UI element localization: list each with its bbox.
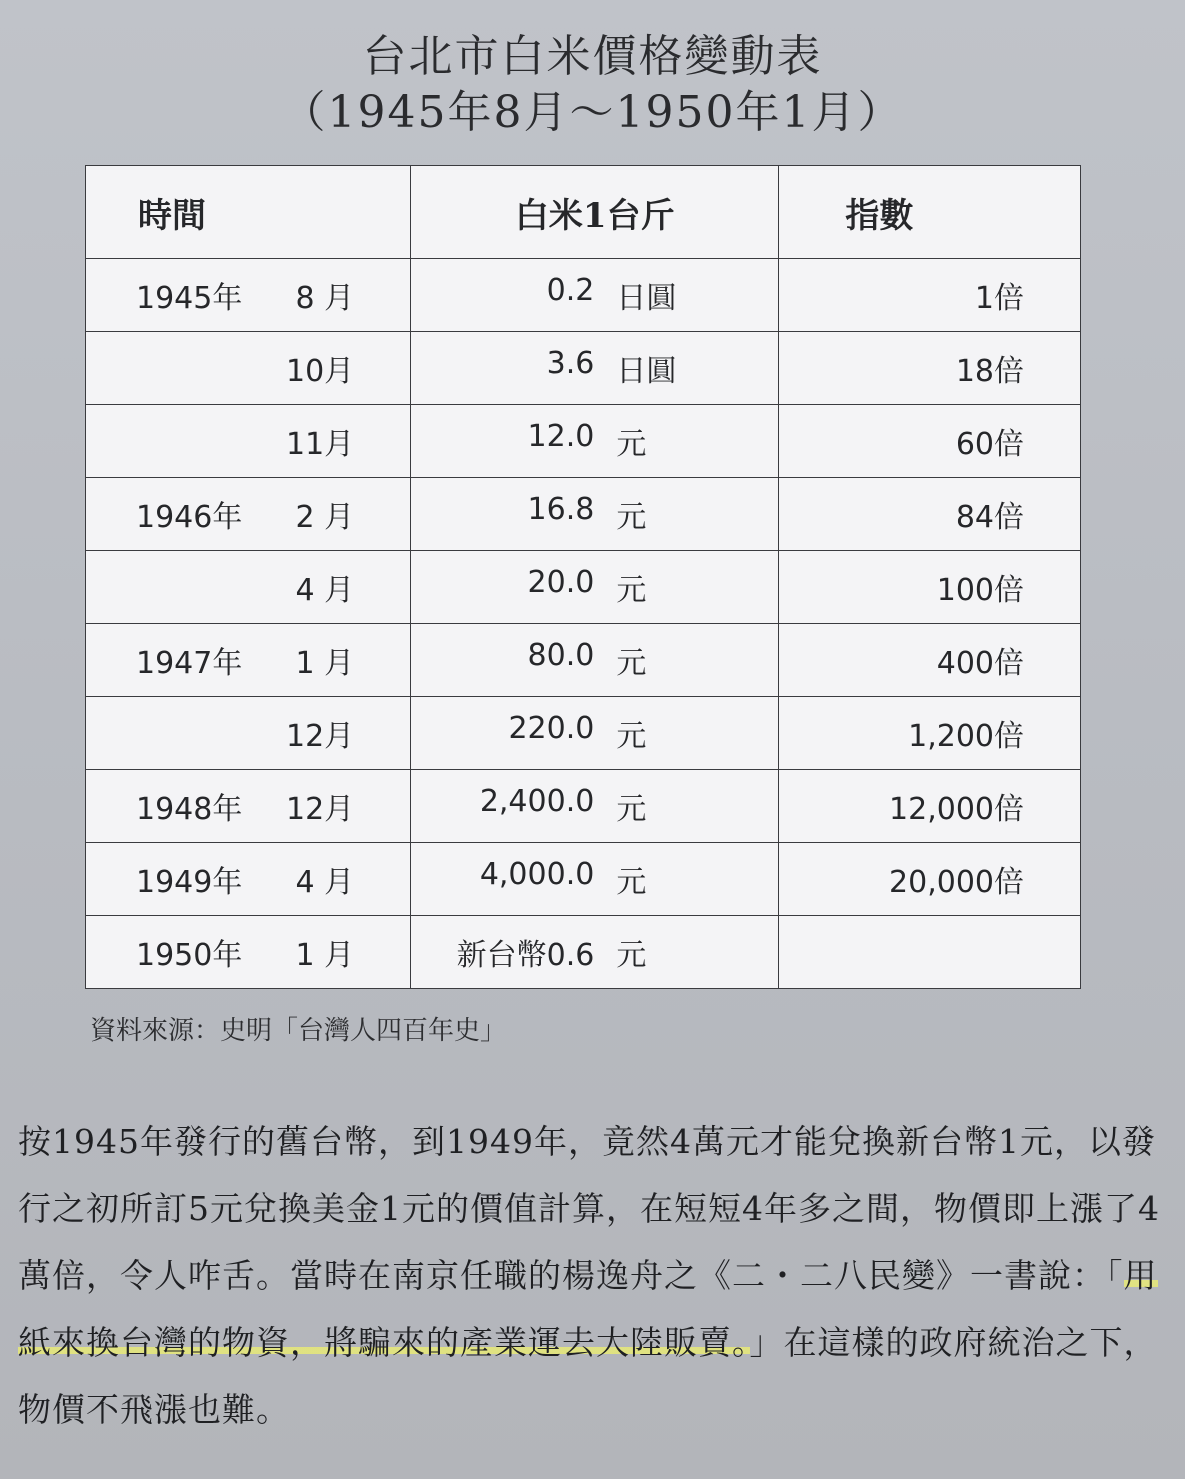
header-index: 指數 xyxy=(779,166,1081,259)
price-unit: 元 xyxy=(616,865,647,900)
time-cell xyxy=(86,843,411,916)
time-cell xyxy=(86,916,411,989)
time-cell xyxy=(86,697,411,770)
table-row xyxy=(86,843,1081,916)
body-text-part2: 」在這樣的政府統治之下，物價不飛漲也難。 xyxy=(18,1323,1158,1429)
month-label: 2 月 xyxy=(295,500,355,535)
body-text-part1: 按1945年發行的舊台幣，到1949年，竟然4萬元才能兌換新台幣1元，以發行之初所訂5元兌換美金1元的價值計算，在短短4年多之間，物價即上漲了4萬倍，令人咋舌。當時在南京任職的楊逸舟之《二・二八民變》一書說：「 xyxy=(18,1122,1160,1295)
price-value: 16.8 xyxy=(527,492,595,527)
year-label xyxy=(86,711,276,755)
price-cell xyxy=(411,551,779,624)
time-cell xyxy=(86,551,411,624)
time-cell xyxy=(86,259,411,332)
price-cell xyxy=(411,478,779,551)
price-value: 12.0 xyxy=(527,419,595,454)
month-label: 12月 xyxy=(285,719,355,754)
price-cell xyxy=(411,624,779,697)
body-paragraph xyxy=(18,1108,1168,1443)
table-body xyxy=(86,259,1081,989)
index-cell: 100倍 xyxy=(779,551,1081,624)
price-unit: 元 xyxy=(616,500,647,535)
table-row xyxy=(86,259,1081,332)
price-value: 4,000.0 xyxy=(479,857,595,892)
price-unit: 元 xyxy=(616,719,647,754)
table-row xyxy=(86,770,1081,843)
price-cell xyxy=(411,916,779,989)
month-label: 8 月 xyxy=(295,281,355,316)
price-cell xyxy=(411,332,779,405)
month-label: 4 月 xyxy=(295,865,355,900)
table-row xyxy=(86,551,1081,624)
year-label: 1949年 xyxy=(136,865,243,900)
price-unit: 元 xyxy=(616,792,647,827)
month-label: 11月 xyxy=(285,427,355,462)
month-label: 1 月 xyxy=(295,938,355,973)
index-cell: 20,000倍 xyxy=(779,843,1081,916)
year-label xyxy=(86,419,276,463)
month-label: 4 月 xyxy=(295,573,355,608)
year-label xyxy=(86,565,286,609)
price-cell xyxy=(411,843,779,916)
price-cell xyxy=(411,259,779,332)
price-cell xyxy=(411,405,779,478)
year-label: 1950年 xyxy=(136,938,243,973)
price-unit: 日圓 xyxy=(616,354,677,389)
year-label: 1948年 xyxy=(136,792,243,827)
time-cell xyxy=(86,478,411,551)
price-unit: 日圓 xyxy=(616,281,677,316)
table-row xyxy=(86,624,1081,697)
price-value: 3.6 xyxy=(546,346,595,381)
time-cell xyxy=(86,770,411,843)
header-price: 白米1台斤 xyxy=(411,166,779,259)
table-row xyxy=(86,478,1081,551)
price-value: 80.0 xyxy=(527,638,595,673)
table-row xyxy=(86,697,1081,770)
table-row xyxy=(86,405,1081,478)
price-cell xyxy=(411,770,779,843)
index-cell xyxy=(779,916,1081,989)
page-title: 台北市白米價格變動表 xyxy=(362,31,823,82)
year-label: 1947年 xyxy=(136,646,243,681)
index-cell: 1倍 xyxy=(779,259,1081,332)
time-cell xyxy=(86,405,411,478)
rice-price-table xyxy=(85,165,1081,989)
index-cell: 60倍 xyxy=(779,405,1081,478)
index-cell: 400倍 xyxy=(779,624,1081,697)
price-unit: 元 xyxy=(616,938,647,973)
price-unit: 元 xyxy=(616,573,647,608)
price-value: 20.0 xyxy=(527,565,595,600)
year-label: 1945年 xyxy=(136,281,243,316)
year-label: 1946年 xyxy=(136,500,243,535)
index-cell: 84倍 xyxy=(779,478,1081,551)
month-label: 10月 xyxy=(285,354,355,389)
price-unit: 元 xyxy=(616,427,647,462)
price-value: 2,400.0 xyxy=(479,784,595,819)
header-time: 時間 xyxy=(86,166,411,259)
index-cell: 18倍 xyxy=(779,332,1081,405)
index-cell: 12,000倍 xyxy=(779,770,1081,843)
price-unit: 元 xyxy=(616,646,647,681)
price-value: 新台幣0.6 xyxy=(456,938,595,973)
highlighted-quote: 用紙來換台灣的物資，將騙來的產業運去大陸販賣。 xyxy=(18,1256,1158,1362)
price-cell xyxy=(411,697,779,770)
table-row xyxy=(86,916,1081,989)
index-cell: 1,200倍 xyxy=(779,697,1081,770)
time-cell xyxy=(86,332,411,405)
month-label: 12月 xyxy=(285,792,355,827)
month-label: 1 月 xyxy=(295,646,355,681)
year-label xyxy=(86,346,276,390)
source-note: 資料來源：史明「台灣人四百年史」 xyxy=(90,1016,507,1046)
table-header-row xyxy=(86,166,1081,259)
page-subtitle: （1945年8月～1950年1月） xyxy=(281,87,904,138)
price-value: 220.0 xyxy=(508,711,595,746)
price-value: 0.2 xyxy=(546,273,595,308)
table-row xyxy=(86,332,1081,405)
time-cell xyxy=(86,624,411,697)
